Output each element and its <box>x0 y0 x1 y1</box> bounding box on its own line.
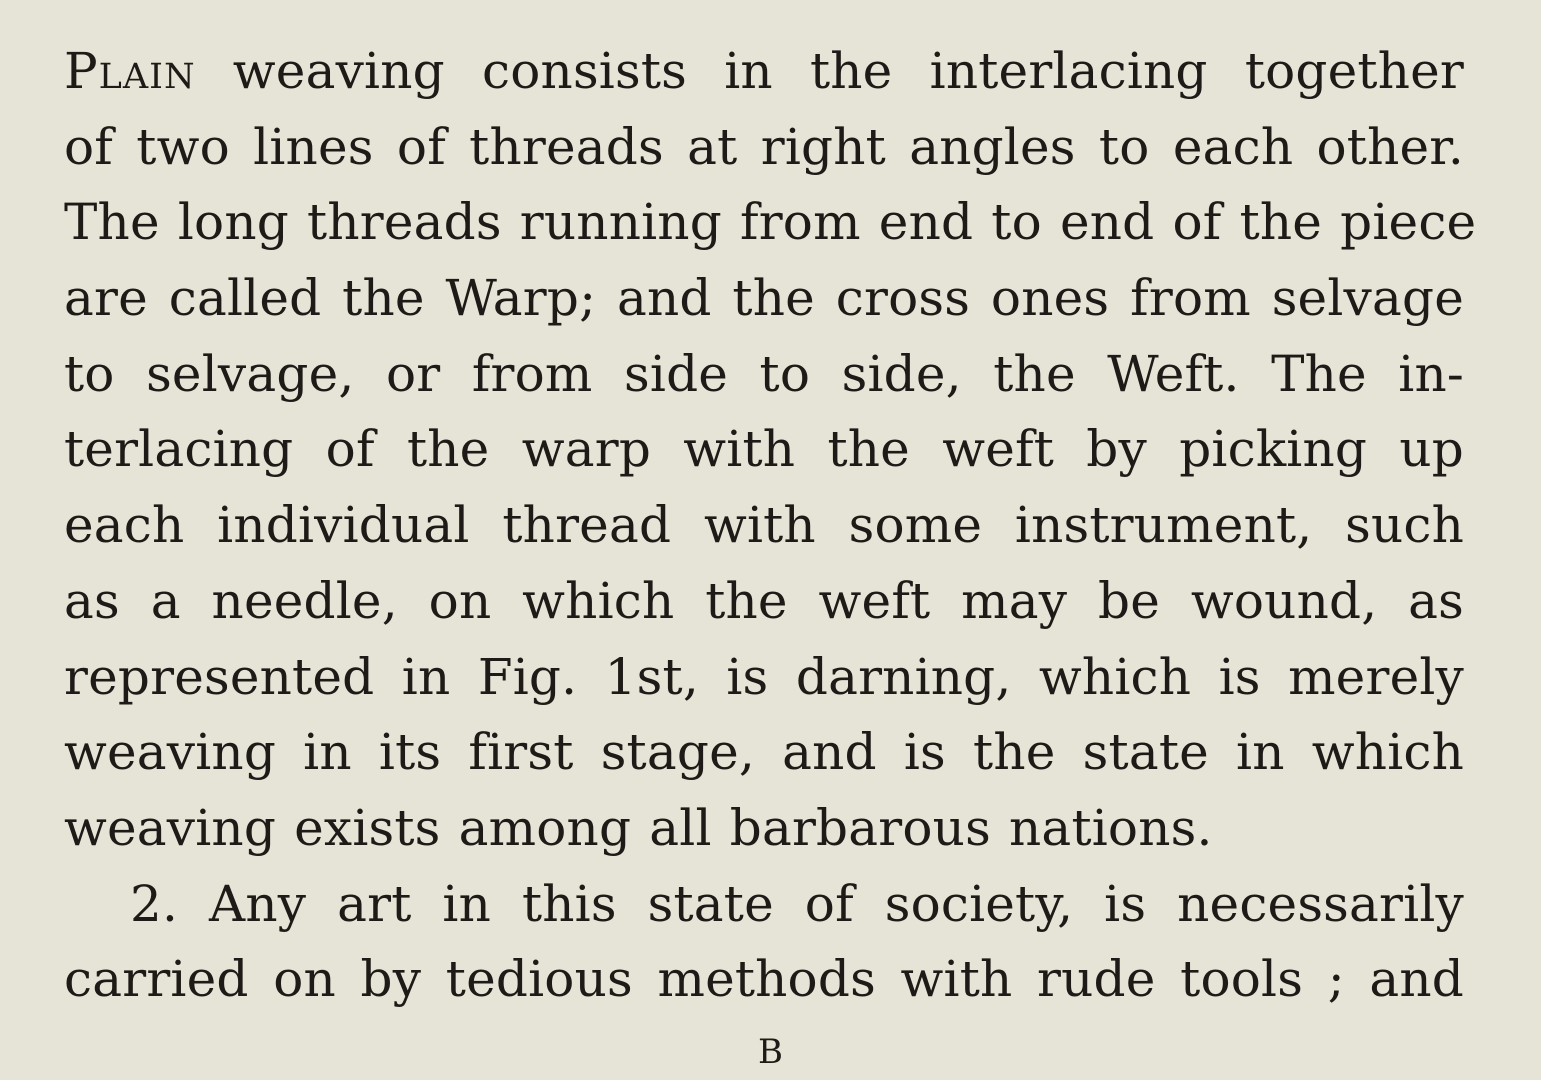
text-line: weaving in its first stage, and is the state in which <box>64 723 1464 782</box>
text-line: The long threads running from end to end of the piece <box>64 193 1477 252</box>
text-line: as a needle, on which the weft may be wound, as <box>64 571 1464 630</box>
signature-mark: B <box>758 1032 783 1072</box>
text-line: 2. Any art in this state of society, is necessarily <box>130 874 1464 933</box>
text-line: terlacing of the warp with the weft by picking up <box>64 420 1464 479</box>
text-line: to selvage, or from side to side, the Weft. The in- <box>64 344 1464 403</box>
text-line: of two lines of threads at right angles to each other. <box>64 117 1464 176</box>
lead-word: Plain <box>64 42 196 100</box>
text-line: represented in Fig. 1st, is darning, which is merely <box>64 647 1464 706</box>
text-line: are called the Warp; and the cross ones from selvage <box>64 269 1464 328</box>
text-line: carried on by tedious methods with rude tools ; and <box>64 950 1464 1009</box>
text-line: each individual thread with some instrument, such <box>64 496 1464 555</box>
text-line: weaving exists among all barbarous nations. <box>64 798 1213 857</box>
line-text: weaving consists in the interlacing together <box>195 42 1464 100</box>
text-line <box>64 34 1464 110</box>
body-text <box>64 34 1477 1018</box>
